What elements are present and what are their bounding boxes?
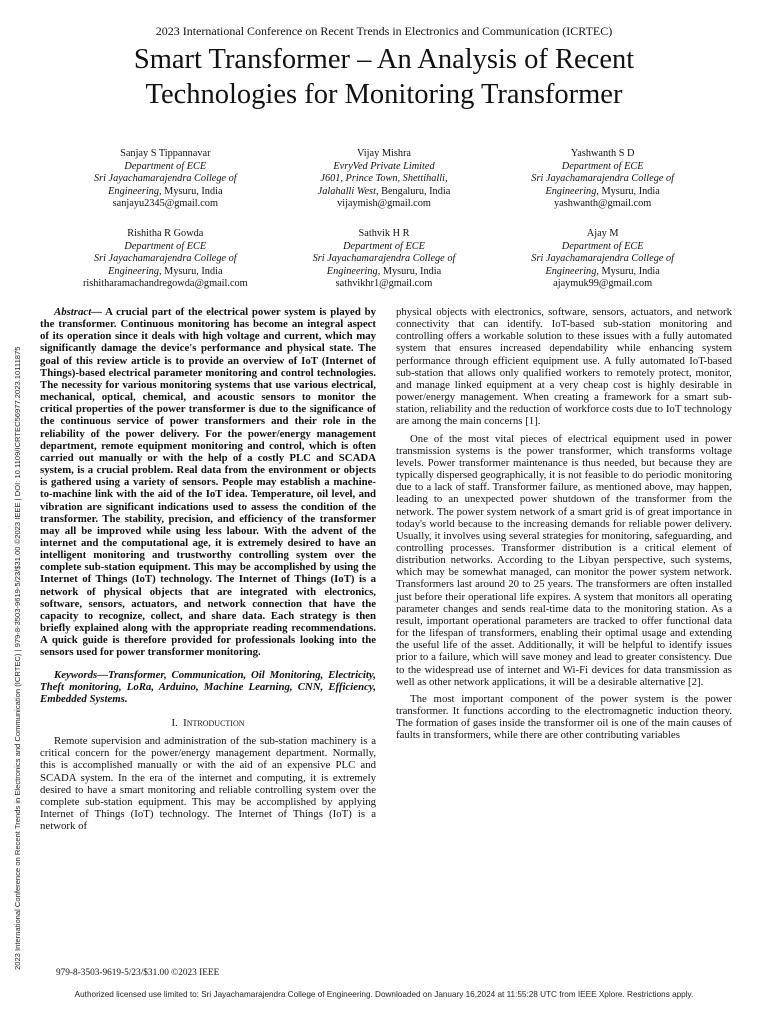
author-block xyxy=(493,228,712,291)
author-block xyxy=(56,228,275,291)
author-dept: EvryVed Private Limited xyxy=(333,160,435,172)
authors-row-2 xyxy=(56,228,712,291)
author-inst: Sri Jayachamarajendra College of xyxy=(93,173,237,185)
author-inst: J601, Prince Town, Shettihalli, xyxy=(320,173,448,185)
section-number: I. xyxy=(171,717,178,729)
body-paragraph: One of the most vital pieces of electrical equipment used in power transmission systems is the power transformer, which transforms voltage levels. Power transformer maintenance is thus needed, but because they are typically dispersed geographically, it is not feasible to do periodic monitoring due to a lack of staff. Transformer failure, as mentioned above, may happen, leading to an unexpected power shutdown of the transformer from the network. The power system network of a smart grid is of great importance in today's world because to the increasing demands for reliable power delivery. Usually, it involves using several strategies for monitoring, safeguarding, and controlling processes. Transformer distribution is a critical element of distribution networks. According to the Libyan perspective, such systems, which may be somewhat managed, can monitor the power system network. Transformers last around 20 to 25 years. The transformers are often installed just before their operational life expires. A system that monitors all operating parameter changes and sends real-time data to the monitoring station. As a result, important operational parameters are tracked to offer functional data for the lifespan of transformers, enabling their optimal usage and extending the useful life of the asset. Additionally, it will be helpful to identify issues prior to a failure, which will save money and lead to greater consistency. Due to the widespread use of internet and Wi-Fi devices for data transmission as well as other network applications, it will be a desirable alternative [2]. xyxy=(396,432,732,688)
author-email: vijaymish@gmail.com xyxy=(337,198,431,210)
author-dept: Department of ECE xyxy=(343,240,425,252)
author-city: , Mysuru, India xyxy=(159,185,223,197)
author-inst: Sri Jayachamarajendra College of xyxy=(531,253,675,265)
author-email: yashwanth@gmail.com xyxy=(554,198,652,210)
author-inst: Engineering xyxy=(108,265,160,277)
author-inst: Sri Jayachamarajendra College of xyxy=(93,253,237,265)
author-inst: Engineering xyxy=(326,265,378,277)
abstract-label: Abstract— xyxy=(54,306,102,318)
section-heading xyxy=(40,717,376,729)
abstract-text: A crucial part of the electrical power system is played by the transformer. Continuous monitoring has become an integral aspect of its operation since it deals with high voltage and current, which may significantly damage the device's performance and physical state. The goal of this review article is to provide an overview of IoT (Internet of Things)-based electrical parameter monitoring and control technologies. The necessity for various monitoring systems that use various electrical, mechanical, optical, chemical, and acoustic sensors to monitor the critical properties of the power transformer is due to the significance of the continuous service of power transformers and their role in the reliability of the power delivery. For the power/energy management department, remote equipment monitoring and control, which is often carried out manually or with the help of a costly PLC and SCADA system, is a crucial problem. Real data from the environment or objects is gathered using a variety of sensors. People may establish a machine-to-machine link with the aid of the IoT idea. Temperature, oil level, and vibration are significant indications used to assess the condition of the transformer. The stability, precision, and efficiency of the transformer may all be improved while using less labour. With the advent of the internet and the computational age, it is extremely desired to have an intelligent monitoring and trustworthy controlling system over the complete sub-station equipment. This may be accomplished by using the Internet of Things (IoT) technology. The Internet of Things (IoT) is a network of physical objects that are integrated with electronics, software, sensors, actuators, and network connection that have the capacity to recognize, collect, and share data. Each strategy is then briefly explained along with the appropriate reading recommendations. A quick guide is therefore provided for professionals looking into the sensors used for power transformer monitoring. xyxy=(40,306,376,659)
author-inst: Engineering xyxy=(108,185,160,197)
author-inst: Engineering xyxy=(545,185,597,197)
title-line-2: Technologies for Monitoring Transformer xyxy=(145,79,623,110)
author-name: Sathvik H R xyxy=(358,228,410,239)
paper-title xyxy=(60,42,708,112)
author-email: sathvikhr1@gmail.com xyxy=(335,278,433,290)
author-block xyxy=(275,148,494,211)
author-block xyxy=(56,148,275,211)
body-paragraph: physical objects with electronics, software, sensors, actuators, and network connectivity that can identify. IoT-based sub-station monitoring and controlling offers a workable solution to these issues with a fully automated system that ensures increased dependability while enhancing system performance through efficient equipment use. A fully automated IoT-based sub-station that allows only qualified workers to remotely protect, monitor, and manage linked equipment at a very cheap cost is highly desirable in power/energy management. When creating a framework for a smart sub-station, reliability and the reduction of workforce costs due to IoT technology are among the main concerns [1]. xyxy=(396,306,732,428)
footer-isbn: 979-8-3503-9619-5/23/$31.00 ©2023 IEEE xyxy=(56,968,220,978)
author-name: Vijay Mishra xyxy=(356,148,411,159)
author-inst: Sri Jayachamarajendra College of xyxy=(312,253,456,265)
author-name: Rishitha R Gowda xyxy=(127,228,204,239)
author-dept: Department of ECE xyxy=(561,160,644,172)
conference-name: 2023 International Conference on Recent Trends in Electronics and Communication (ICRTEC) xyxy=(155,24,613,38)
author-block xyxy=(275,228,494,291)
author-email: ajaymuk99@gmail.com xyxy=(553,278,653,290)
right-column xyxy=(396,306,732,741)
author-dept: Department of ECE xyxy=(124,160,207,172)
author-name: Yashwanth S D xyxy=(570,148,635,159)
author-city: , Mysuru, India xyxy=(596,185,660,197)
body-paragraph: The most important component of the power system is the power transformer. It functions according to the electromagnetic induction theory. The formation of gases inside the transformer oil is one of the main causes of faults in transformers, while there are other contributing variables xyxy=(396,692,732,742)
license-notice: Authorized licensed use limited to: Sri Jayachamarajendra College of Engineering. Downloaded on January 16,2024 at 11:55:28 UTC from IEEE Xplore. Restrictions apply. xyxy=(74,990,694,999)
left-column xyxy=(40,306,376,832)
author-name: Sanjay S Tippannavar xyxy=(120,148,211,159)
author-inst: Engineering xyxy=(545,265,597,277)
title-line-1: Smart Transformer – An Analysis of Recent xyxy=(133,44,635,75)
author-inst: Sri Jayachamarajendra College of xyxy=(531,173,675,185)
author-dept: Department of ECE xyxy=(124,240,207,252)
keywords: Keywords—Transformer, Communication, Oil Monitoring, Electricity, Theft monitoring, LoRa, Arduino, Machine Learning, CNN, Efficiency, Embedded Systems. xyxy=(40,668,376,705)
authors-row-1 xyxy=(56,148,712,211)
author-name: Ajay M xyxy=(586,228,619,239)
section-title: Introduction xyxy=(183,717,245,729)
author-dept: Department of ECE xyxy=(561,240,644,252)
author-email: rishitharamachandregowda@gmail.com xyxy=(82,278,248,290)
author-city: , Mysuru, India xyxy=(377,265,442,277)
author-city: , Mysuru, India xyxy=(596,265,660,277)
author-city: , Mysuru, India xyxy=(159,265,223,277)
abstract xyxy=(40,306,376,659)
intro-paragraph: Remote supervision and administration of the sub-station machinery is a critical concern for the power/energy management department. Normally, this is accomplished manually or with the aid of an expensive PLC and SCADA system. In the era of the internet and computing, it is extremely desired to have a smart monitoring and reliable controlling system over the complete sub-station equipment. This may be accomplished by applying Internet of Things (IoT) technology. The Internet of Things (IoT) is a network of xyxy=(40,735,376,833)
author-email: sanjayu2345@gmail.com xyxy=(112,198,218,210)
author-city: , Bengaluru, India xyxy=(375,185,451,197)
author-inst: Jalahalli West xyxy=(317,185,376,197)
sidebar-citation: 2023 International Conference on Recent Trends in Electronics and Communication (ICRTEC) | 979-8-3503-9619-5/23/$31.00 ©2023 IEEE | DOI: 10.1109/ICRTEC56977.2023.10111875 xyxy=(13,346,22,970)
author-block xyxy=(493,148,712,211)
